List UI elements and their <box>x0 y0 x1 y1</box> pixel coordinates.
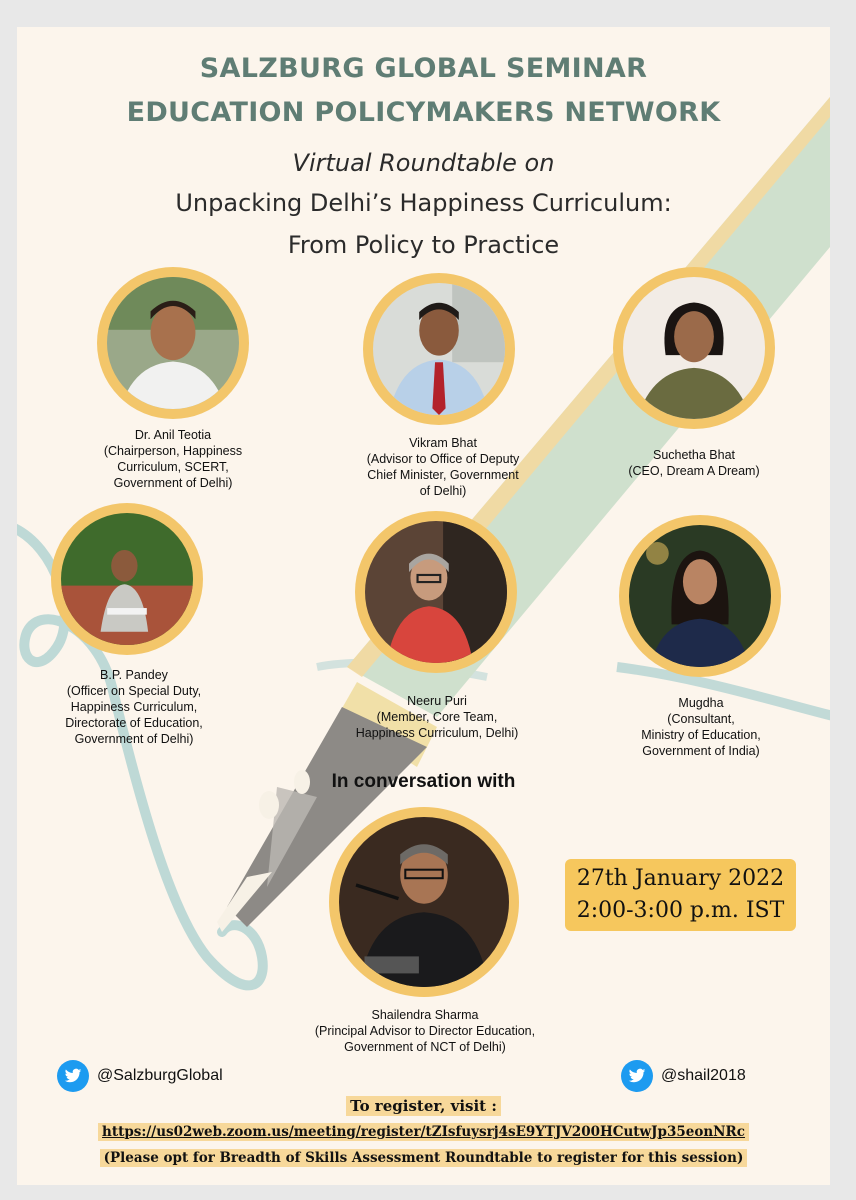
moderator-name: Shailendra Sharma <box>371 1008 479 1022</box>
speaker-name: Suchetha Bhat <box>652 448 735 462</box>
speaker-name: Mugdha <box>678 696 724 710</box>
event-poster <box>17 27 830 1185</box>
speaker-name: Neeru Puri <box>407 694 467 708</box>
moderator-card <box>285 1007 565 1055</box>
register-label: To register, visit : <box>17 1097 830 1115</box>
speaker-role: Curriculum, SCERT, <box>117 460 229 474</box>
speaker-role: of Delhi) <box>419 484 467 498</box>
speaker-role: Happiness Curriculum, Delhi) <box>355 726 519 740</box>
twitter-bird-icon <box>57 1060 89 1092</box>
event-date: 27th January 2022 <box>576 866 785 891</box>
moderator-role: (Principal Advisor to Director Education, <box>314 1024 536 1038</box>
speaker-role: (Consultant, <box>667 712 735 726</box>
speaker-role: Chief Minister, Government <box>367 468 519 482</box>
moderator-photo-shailendra-sharma <box>329 807 519 997</box>
speaker-photo-neeru-puri <box>355 511 517 673</box>
roundtable-label: Virtual Roundtable on <box>292 149 555 177</box>
event-datetime-badge <box>565 859 796 931</box>
twitter-handle-text: @shail2018 <box>661 1067 746 1084</box>
speaker-role: Happiness Curriculum, <box>70 700 198 714</box>
speaker-role: (Advisor to Office of Deputy <box>366 452 520 466</box>
speaker-role: Ministry of Education, <box>641 728 761 742</box>
twitter-bird-icon <box>621 1060 653 1092</box>
speaker-role: (Member, Core Team, <box>376 710 498 724</box>
speaker-card-neeru-puri <box>337 693 537 741</box>
speaker-role: Government of Delhi) <box>74 732 194 746</box>
speaker-name: Vikram Bhat <box>409 436 477 450</box>
speaker-role: Government of Delhi) <box>113 476 233 490</box>
event-time: 2:00-3:00 p.m. IST <box>576 898 785 923</box>
conversation-label: In conversation with <box>331 771 516 792</box>
speaker-card-anil-teotia <box>83 427 263 491</box>
speaker-photo-anil-teotia <box>97 267 249 419</box>
speaker-card-bp-pandey <box>39 667 229 747</box>
speaker-role: (CEO, Dream A Dream) <box>628 464 760 478</box>
speaker-name: B.P. Pandey <box>100 668 168 682</box>
speaker-card-mugdha <box>613 695 789 759</box>
speaker-card-suchetha-bhat <box>613 447 775 479</box>
speaker-card-vikram-bhat <box>353 435 533 499</box>
twitter-handle-shail[interactable] <box>621 1060 746 1092</box>
speaker-role: Government of India) <box>642 744 760 758</box>
seminar-title: SALZBURG GLOBAL SEMINAR <box>199 53 648 84</box>
twitter-handle-salzburg[interactable] <box>57 1060 223 1092</box>
speaker-photo-bp-pandey <box>51 503 203 655</box>
twitter-handle-text: @SalzburgGlobal <box>97 1067 223 1084</box>
speaker-role: (Chairperson, Happiness <box>103 444 243 458</box>
network-title: EDUCATION POLICYMAKERS NETWORK <box>126 97 721 128</box>
speaker-name: Dr. Anil Teotia <box>134 428 212 442</box>
roundtable-topic: Unpacking Delhi’s Happiness Curriculum: <box>175 189 672 217</box>
speaker-photo-vikram-bhat <box>363 273 515 425</box>
roundtable-subtopic: From Policy to Practice <box>287 231 560 259</box>
register-note: (Please opt for Breadth of Skills Assessment Roundtable to register for this session) <box>17 1150 830 1166</box>
moderator-role: Government of NCT of Delhi) <box>344 1040 506 1054</box>
speaker-photo-suchetha-bhat <box>613 267 775 429</box>
speaker-photo-mugdha <box>619 515 781 677</box>
speaker-role: (Officer on Special Duty, <box>66 684 202 698</box>
register-link[interactable]: https://us02web.zoom.us/meeting/register/tZIsfuysrj4sE9YTJV200HCutwJp35eonNRc <box>17 1124 830 1140</box>
speaker-role: Directorate of Education, <box>65 716 203 730</box>
